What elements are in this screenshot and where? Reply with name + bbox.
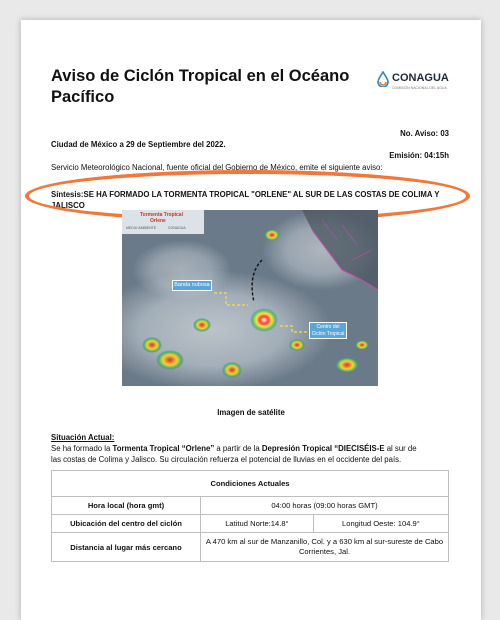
emission-time: Emisión: 04:15h [389,151,449,160]
row-value-longitud: Longitud Oeste: 104.9° [313,515,448,533]
storm-name-label: Orlene [150,218,166,224]
synthesis-label: Síntesis: [51,190,84,199]
distance-line-2: Corrientes, Jal. [298,547,351,556]
page-title: Aviso de Ciclón Tropical en el Océano Pacífico [51,67,350,106]
document-page [21,20,481,620]
conditions-table [51,470,449,562]
row-value-hora: 04:00 horas (09:00 horas GMT) [201,497,449,515]
row-label-hora: Hora local (hora gmt) [52,497,201,515]
row-label-distancia: Distancia al lugar más cercano [52,533,201,562]
image-caption: Imagen de satélite [217,408,285,417]
situation-text-1: Se ha formado la [51,444,113,453]
org-label-2: CONAGUA [168,226,186,230]
situation-line-1 [51,444,461,453]
storm-type-label: Tormenta Tropical [140,212,183,218]
situation-text-2: a partir de la [214,444,262,453]
aviso-number: No. Aviso: 03 [400,129,449,138]
satellite-image [122,210,378,386]
situation-heading: Situación Actual: [51,433,115,442]
logo-text: CONAGUA [392,72,449,84]
conagua-logo [376,70,466,96]
conditions-header: Condiciones Actuales [52,471,449,497]
city-date: Ciudad de México a 29 de Septiembre del 2022. [51,140,226,149]
band-label: Banda nubosa [172,280,212,291]
synthesis-text: SE HA FORMADO LA TORMENTA TROPICAL "ORLENE" AL SUR DE LAS COSTAS DE COLIMA Y JALISCO [51,190,440,210]
situation-bold-2: Depresión Tropical “DIECISÉIS-E [261,444,385,453]
center-label: Centro del Ciclón Tropical [309,322,347,339]
water-drop-icon [376,71,390,87]
situation-text-3: al sur de [384,444,417,453]
logo-subtitle: COMISIÓN NACIONAL DEL AGUA [392,86,447,90]
distance-line-1: A 470 km al sur de Manzanillo, Col. y a 630 km al sur-sureste de Cabo [205,537,444,546]
row-value-latitud: Latitud Norte:14.8° [201,515,314,533]
intro-text: Servicio Meteorológico Nacional, fuente oficial del Gobierno de México, emite el siguiente aviso: [51,163,383,172]
situation-line-2: las costas de Colima y Jalisco. Su circulación refuerza el potencial de lluvias en el occidente del país. [51,455,402,464]
org-label-1: MEDIO AMBIENTE [126,226,157,230]
row-label-ubicacion: Ubicación del centro del ciclón [52,515,201,533]
situation-bold-1: Tormenta Tropical “Orlene” [112,444,215,453]
row-value-distancia [201,533,449,562]
